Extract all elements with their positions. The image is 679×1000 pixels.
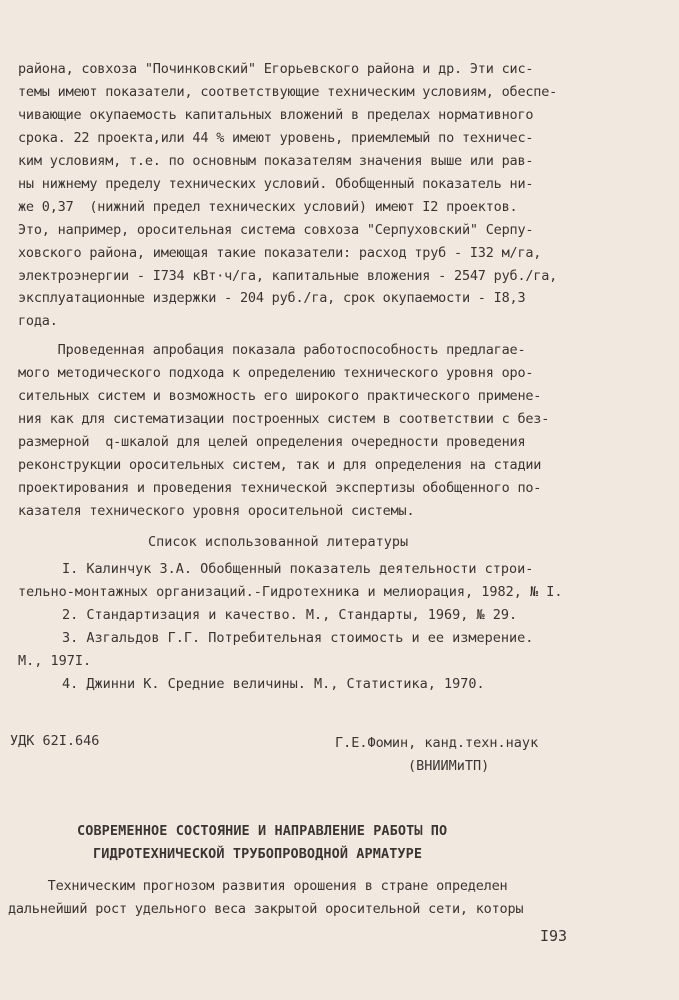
author-name: Г.Е.Фомин, канд.техн.наук (335, 735, 539, 751)
paragraph2-line: казателя технического уровня оросительной системы. (18, 503, 415, 519)
paragraph1-line: электроэнергии - I734 кВт·ч/га, капитальные вложения - 2547 руб./га, (18, 268, 558, 284)
paragraph2-line: размерной q-шкалой для целей определения очередности проведения (18, 434, 526, 450)
paragraph1-line: ны нижнему пределу технических условий. Обобщенный показатель ни- (18, 176, 534, 192)
references-title: Список использованной литературы (148, 534, 409, 550)
paragraph1-line: района, совхоза "Починковский" Егорьевского района и др. Эти сис- (18, 61, 534, 77)
paragraph1-line: года. (18, 313, 58, 329)
reference-line: 2. Стандартизация и качество. М., Стандарты, 1969, № 29. (62, 607, 518, 623)
paragraph1-line: чивающие окупаемость капитальных вложений в пределах нормативного (18, 107, 534, 123)
paragraph2-line: мого методического подхода к определению технического уровня оро- (18, 365, 534, 381)
paragraph1-line: же 0,37 (нижний предел технических условий) имеют I2 проектов. (18, 199, 518, 215)
paragraph2-line: проектирования и проведения технической экспертизы обобщенного по- (18, 480, 542, 496)
reference-line: тельно-монтажных организаций.-Гидротехника и мелиорация, 1982, № I. (18, 584, 563, 600)
paragraph2-line: Проведенная апробация показала работоспособность предлагае- (18, 342, 526, 358)
author-affiliation: (ВНИИМиТП) (408, 758, 490, 774)
article-title-line: ГИДРОТЕХНИЧЕСКОЙ ТРУБОПРОВОДНОЙ АРМАТУРЕ (93, 846, 423, 862)
paragraph3-line: дальнейший рост удельного веса закрытой оросительной сети, которы (8, 901, 524, 917)
paragraph3-line: Техническим прогнозом развития орошения в стране определен (8, 878, 508, 894)
reference-line: 3. Азгальдов Г.Г. Потребительная стоимость и ее измерение. (62, 630, 534, 646)
paragraph1-line: темы имеют показатели, соответствующие техническим условиям, обеспе- (18, 84, 558, 100)
paragraph1-line: срока. 22 проекта,или 44 % имеют уровень, приемлемый по техничес- (18, 130, 534, 146)
paragraph2-line: ния как для систематизации построенных систем в соответствии с без- (18, 411, 550, 427)
paragraph1-line: ховского района, имеющая такие показатели: расход труб - I32 м/га, (18, 245, 542, 261)
udk-code: УДК 62I.646 (10, 733, 100, 749)
article-title-line: СОВРЕМЕННОЕ СОСТОЯНИЕ И НАПРАВЛЕНИЕ РАБОТЫ ПО (77, 823, 448, 839)
reference-line: I. Калинчук З.А. Обобщенный показатель деятельности строи- (62, 561, 534, 577)
reference-line: 4. Джинни К. Средние величины. М., Статистика, 1970. (62, 676, 485, 692)
paragraph2-line: сительных систем и возможность его широкого практического примене- (18, 388, 542, 404)
paragraph1-line: Это, например, оросительная система совхоза "Серпуховский" Серпу- (18, 222, 534, 238)
paragraph1-line: ким условиям, т.е. по основным показателям значения выше или рав- (18, 153, 534, 169)
reference-line: М., 197I. (18, 653, 92, 669)
page-number: I93 (540, 927, 568, 945)
paragraph2-line: реконструкции оросительных систем, так и для определения на стадии (18, 457, 542, 473)
paragraph1-line: эксплуатационные издержки - 204 руб./га, срок окупаемости - I8,3 (18, 290, 526, 306)
